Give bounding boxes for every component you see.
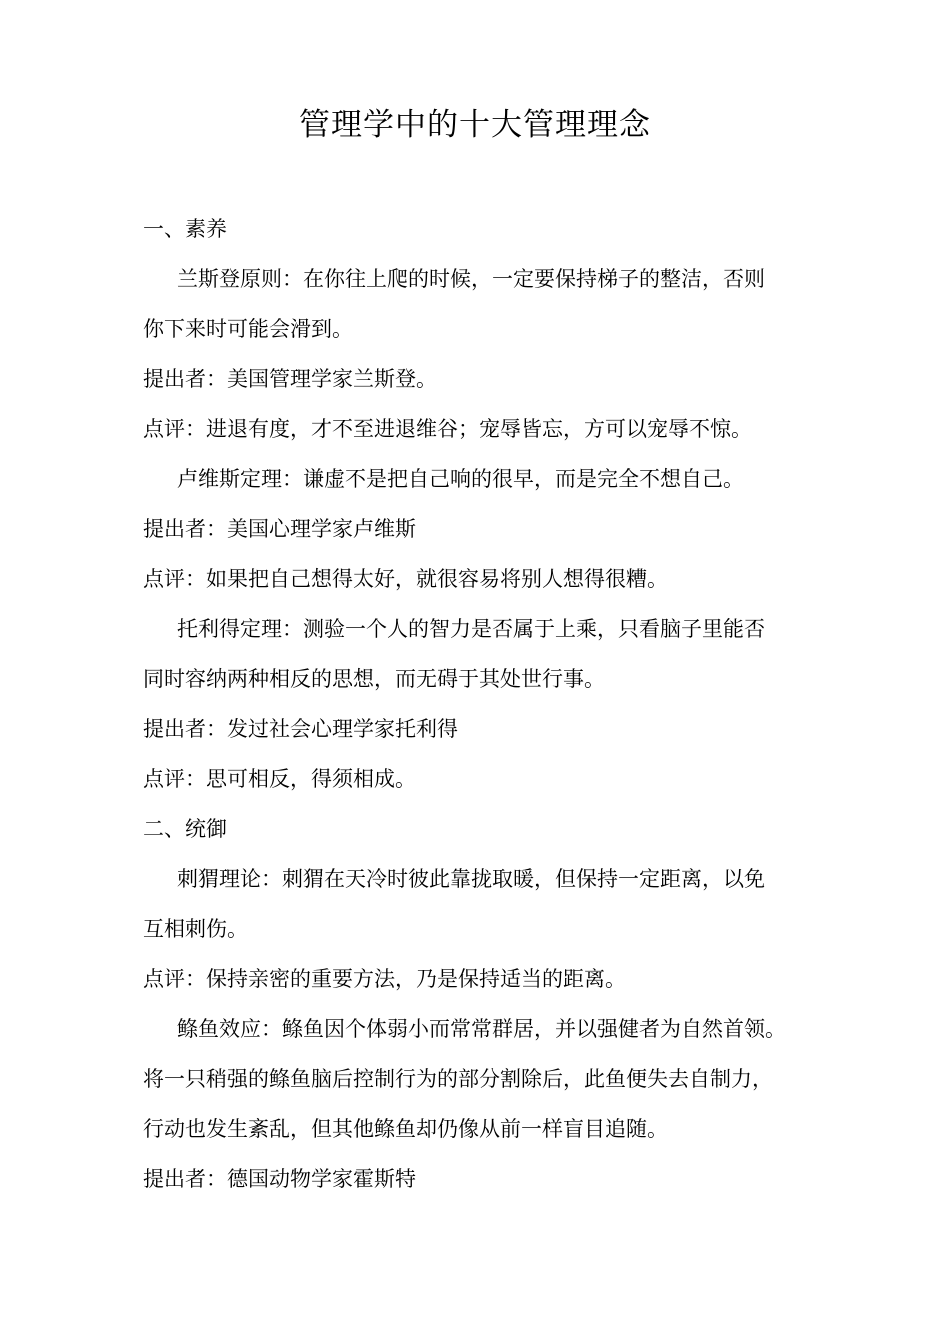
comment-line: 点评：进退有度，才不至进退维谷；宠辱皆忘，方可以宠辱不惊。 bbox=[143, 417, 752, 441]
paragraph-line: 互相刺伤。 bbox=[143, 917, 248, 941]
comment-line: 点评：如果把自己想得太好，就很容易将别人想得很糟。 bbox=[143, 567, 668, 591]
proposer-line: 提出者：发过社会心理学家托利得 bbox=[143, 717, 458, 741]
document-title: 管理学中的十大管理理念 bbox=[299, 107, 651, 143]
paragraph-line: 将一只稍强的鲦鱼脑后控制行为的部分割除后，此鱼便失去自制力， bbox=[143, 1067, 773, 1091]
paragraph-line: 你下来时可能会滑到。 bbox=[143, 317, 353, 341]
section-heading-2: 二、统御 bbox=[143, 817, 227, 841]
comment-line: 点评：保持亲密的重要方法，乃是保持适当的距离。 bbox=[143, 967, 626, 991]
proposer-line: 提出者：美国管理学家兰斯登。 bbox=[143, 367, 437, 391]
paragraph-line: 卢维斯定理：谦虚不是把自己响的很早，而是完全不想自己。 bbox=[177, 467, 744, 491]
paragraph-line: 行动也发生紊乱，但其他鲦鱼却仍像从前一样盲目追随。 bbox=[143, 1117, 668, 1141]
proposer-line: 提出者：美国心理学家卢维斯 bbox=[143, 517, 416, 541]
paragraph-line: 鲦鱼效应：鲦鱼因个体弱小而常常群居，并以强健者为自然首领。 bbox=[177, 1017, 786, 1041]
paragraph-line: 刺猬理论：刺猬在天冷时彼此靠拢取暖，但保持一定距离，以免 bbox=[177, 867, 765, 891]
section-heading-1: 一、素养 bbox=[143, 217, 227, 241]
paragraph-line: 同时容纳两种相反的思想，而无碍于其处世行事。 bbox=[143, 667, 605, 691]
paragraph-line: 兰斯登原则：在你往上爬的时候，一定要保持梯子的整洁，否则 bbox=[177, 267, 765, 291]
paragraph-line: 托利得定理：测验一个人的智力是否属于上乘，只看脑子里能否 bbox=[177, 617, 765, 641]
proposer-line: 提出者：德国动物学家霍斯特 bbox=[143, 1167, 416, 1191]
comment-line: 点评：思可相反，得须相成。 bbox=[143, 767, 416, 791]
